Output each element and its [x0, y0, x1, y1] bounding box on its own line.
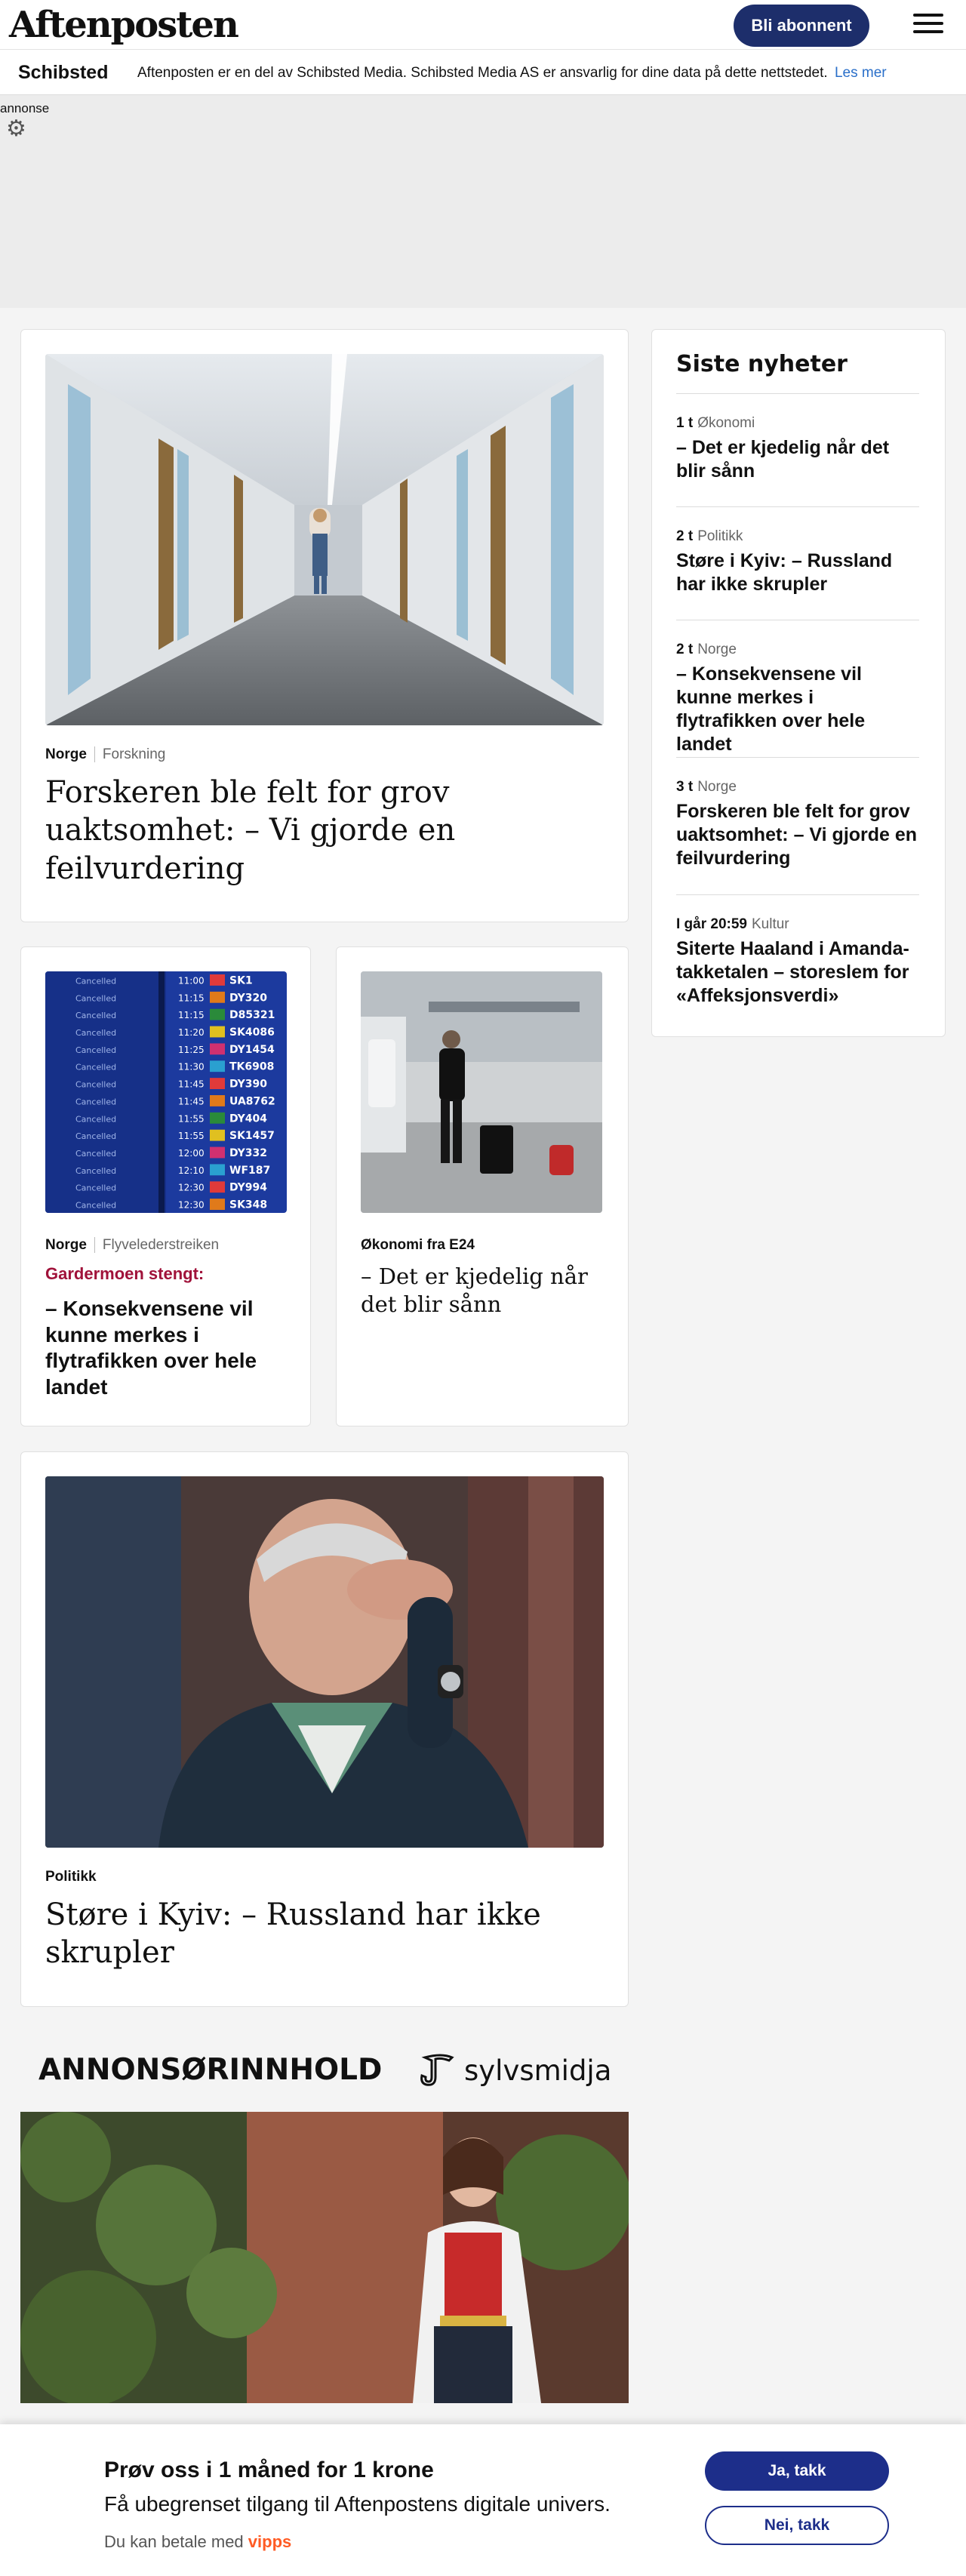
latest-news-item[interactable]	[676, 620, 919, 756]
latest-news-item[interactable]	[676, 506, 919, 596]
sponsored-content-card[interactable]	[20, 2038, 629, 2403]
sylvsmidja-mark-icon	[419, 2051, 458, 2089]
board-flight: WF187	[229, 1164, 271, 1177]
board-status: Cancelled	[75, 1062, 117, 1073]
schibsted-notice	[137, 65, 887, 82]
board-time: 12:00	[178, 1148, 205, 1159]
airline-logo	[210, 1147, 225, 1159]
subsection-label[interactable]: Flyvelederstreiken	[94, 1237, 219, 1253]
latest-section: Kultur	[752, 916, 789, 932]
board-status: Cancelled	[75, 976, 117, 986]
board-time: 11:45	[178, 1079, 205, 1090]
board-time: 12:10	[178, 1165, 205, 1176]
board-time: 11:55	[178, 1113, 205, 1125]
decline-offer-button[interactable]: Nei, takk	[705, 2506, 889, 2545]
airline-logo	[210, 1095, 225, 1106]
board-flight: DY320	[229, 992, 267, 1005]
latest-time: 1 t	[676, 415, 694, 431]
airline-logo	[210, 1130, 225, 1141]
ad-slot	[0, 95, 966, 308]
latest-headline[interactable]: Siterte Haaland i Amanda-takketalen – storeslem for «Affeksjonsverdi»	[676, 938, 909, 1006]
aftenposten-logo[interactable]: Aftenposten	[9, 4, 238, 46]
board-status: Cancelled	[75, 1079, 117, 1090]
section-label[interactable]: Økonomi fra E24	[361, 1237, 475, 1253]
board-time: 11:15	[178, 993, 205, 1004]
section-label[interactable]: Politikk	[45, 1869, 97, 1885]
board-flight: SK1	[229, 974, 253, 987]
airline-logo	[210, 1009, 225, 1020]
airline-logo	[210, 1043, 225, 1054]
board-time: 11:55	[178, 1131, 205, 1142]
subsection-label[interactable]: Forskning	[94, 746, 165, 762]
hamburger-menu-icon[interactable]	[913, 14, 943, 36]
airport-traveler-photo	[361, 971, 602, 1213]
board-flight: DY1454	[229, 1043, 275, 1056]
airline-logo	[210, 1078, 225, 1089]
latest-headline[interactable]: Støre i Kyiv: – Russland har ikke skrupler	[676, 550, 893, 595]
top-header	[0, 0, 966, 50]
airline-logo	[210, 992, 225, 1003]
board-flight: UA8762	[229, 1095, 275, 1108]
politician-photo	[45, 1476, 604, 1848]
payment-info	[104, 2532, 291, 2552]
board-flight: SK4086	[229, 1026, 275, 1039]
latest-time: 3 t	[676, 779, 694, 795]
airline-logo	[210, 1164, 225, 1175]
section-label[interactable]: Norge	[45, 746, 87, 762]
sponsor-brand: sylvsmidja	[464, 2054, 612, 2087]
board-status: Cancelled	[75, 1097, 117, 1107]
latest-headline[interactable]: Forskeren ble felt for grov uaktsomhet: – Vi gjorde en feilvurdering	[676, 801, 918, 869]
board-time: 11:15	[178, 1010, 205, 1021]
article-card-researcher[interactable]	[20, 329, 629, 922]
board-status: Cancelled	[75, 1028, 117, 1039]
airline-logo	[210, 1181, 225, 1193]
article-card-airport-strike[interactable]	[20, 946, 311, 1426]
article-kicker[interactable]: Gardermoen stengt:	[45, 1264, 205, 1283]
article-meta	[361, 1237, 475, 1254]
board-flight: DY390	[229, 1078, 267, 1091]
payment-text: Du kan betale med	[104, 2532, 244, 2551]
board-flight: TK6908	[229, 1060, 275, 1073]
airline-logo	[210, 1060, 225, 1072]
board-status: Cancelled	[75, 1149, 117, 1159]
article-card-e24[interactable]	[336, 946, 629, 1426]
latest-headline[interactable]: – Det er kjedelig når det blir sånn	[676, 437, 890, 482]
article-headline[interactable]: Forskeren ble felt for grov uaktsomhet: – Vi gjorde en feilvurdering	[45, 775, 456, 886]
latest-news-item[interactable]	[676, 393, 919, 483]
vipps-logo: vipps	[248, 2532, 292, 2551]
schibsted-logo: Schibsted	[18, 62, 109, 83]
article-card-kyiv[interactable]	[20, 1451, 629, 2007]
board-status: Cancelled	[75, 1131, 117, 1142]
latest-time: 2 t	[676, 528, 694, 544]
board-flight: DY994	[229, 1181, 267, 1194]
board-time: 11:00	[178, 975, 205, 986]
airline-logo	[210, 1113, 225, 1124]
article-meta	[45, 746, 165, 763]
latest-news-item[interactable]	[676, 757, 919, 870]
offer-title: Prøv oss i 1 måned for 1 krone	[104, 2458, 434, 2482]
board-time: 11:45	[178, 1096, 205, 1107]
departure-board-photo	[45, 971, 287, 1213]
sponsored-label: ANNONSØRINNHOLD	[38, 2053, 383, 2087]
gear-icon[interactable]: ⚙	[6, 116, 26, 141]
article-headline[interactable]: – Konsekvensene vil kunne merkes i flytrafikken over hele landet	[45, 1297, 257, 1399]
board-flight: DY404	[229, 1113, 267, 1125]
board-status: Cancelled	[75, 1183, 117, 1193]
board-flight: SK348	[229, 1199, 268, 1211]
article-meta	[45, 1237, 219, 1254]
board-status: Cancelled	[75, 1165, 117, 1176]
latest-time: 2 t	[676, 642, 694, 657]
board-flight: SK1457	[229, 1130, 275, 1143]
board-time: 12:30	[178, 1182, 205, 1193]
airline-logo	[210, 974, 225, 986]
offer-subtitle: Få ubegrenset tilgang til Aftenpostens digitale univers.	[104, 2492, 611, 2516]
article-headline[interactable]: – Det er kjedelig når det blir sånn	[361, 1263, 588, 1317]
board-time: 12:30	[178, 1199, 205, 1211]
sylvsmidja-logo	[419, 2051, 611, 2089]
schibsted-notice-text: Aftenposten er en del av Schibsted Media. Schibsted Media AS er ansvarlig for dine data på dette nettstedet.	[137, 65, 828, 81]
airline-logo	[210, 1026, 225, 1038]
accept-offer-button[interactable]: Ja, takk	[705, 2451, 889, 2491]
airline-logo	[210, 1199, 225, 1210]
board-flight: D85321	[229, 1009, 275, 1022]
hallway-photo	[45, 354, 604, 725]
sponsored-photo	[20, 2112, 629, 2403]
article-meta	[45, 1869, 97, 1885]
board-time: 11:25	[178, 1044, 205, 1055]
latest-section: Politikk	[697, 528, 743, 544]
latest-news-panel	[651, 329, 946, 1037]
board-time: 11:30	[178, 1061, 205, 1073]
read-more-link[interactable]: Les mer	[834, 65, 887, 81]
latest-section: Norge	[697, 642, 737, 657]
board-status: Cancelled	[75, 993, 117, 1004]
ad-label: annonse	[0, 101, 50, 115]
board-status: Cancelled	[75, 1045, 117, 1055]
board-status: Cancelled	[75, 1200, 117, 1211]
latest-news-item[interactable]	[676, 894, 919, 1008]
section-label[interactable]: Norge	[45, 1237, 87, 1253]
latest-section: Norge	[697, 779, 737, 795]
subscription-offer-banner	[0, 2424, 966, 2576]
board-time: 11:20	[178, 1027, 205, 1039]
latest-headline[interactable]: – Konsekvensene vil kunne merkes i flytrafikken over hele landet	[676, 663, 866, 755]
latest-news-title: Siste nyheter	[676, 351, 848, 377]
subscribe-button[interactable]: Bli abonnent	[734, 5, 869, 47]
article-headline[interactable]: Støre i Kyiv: – Russland har ikke skrupler	[45, 1897, 541, 1971]
schibsted-info-bar	[0, 50, 966, 95]
board-status: Cancelled	[75, 1011, 117, 1021]
latest-time: I går 20:59	[676, 916, 747, 932]
board-status: Cancelled	[75, 1114, 117, 1125]
board-flight: DY332	[229, 1147, 267, 1160]
latest-section: Økonomi	[697, 415, 755, 431]
